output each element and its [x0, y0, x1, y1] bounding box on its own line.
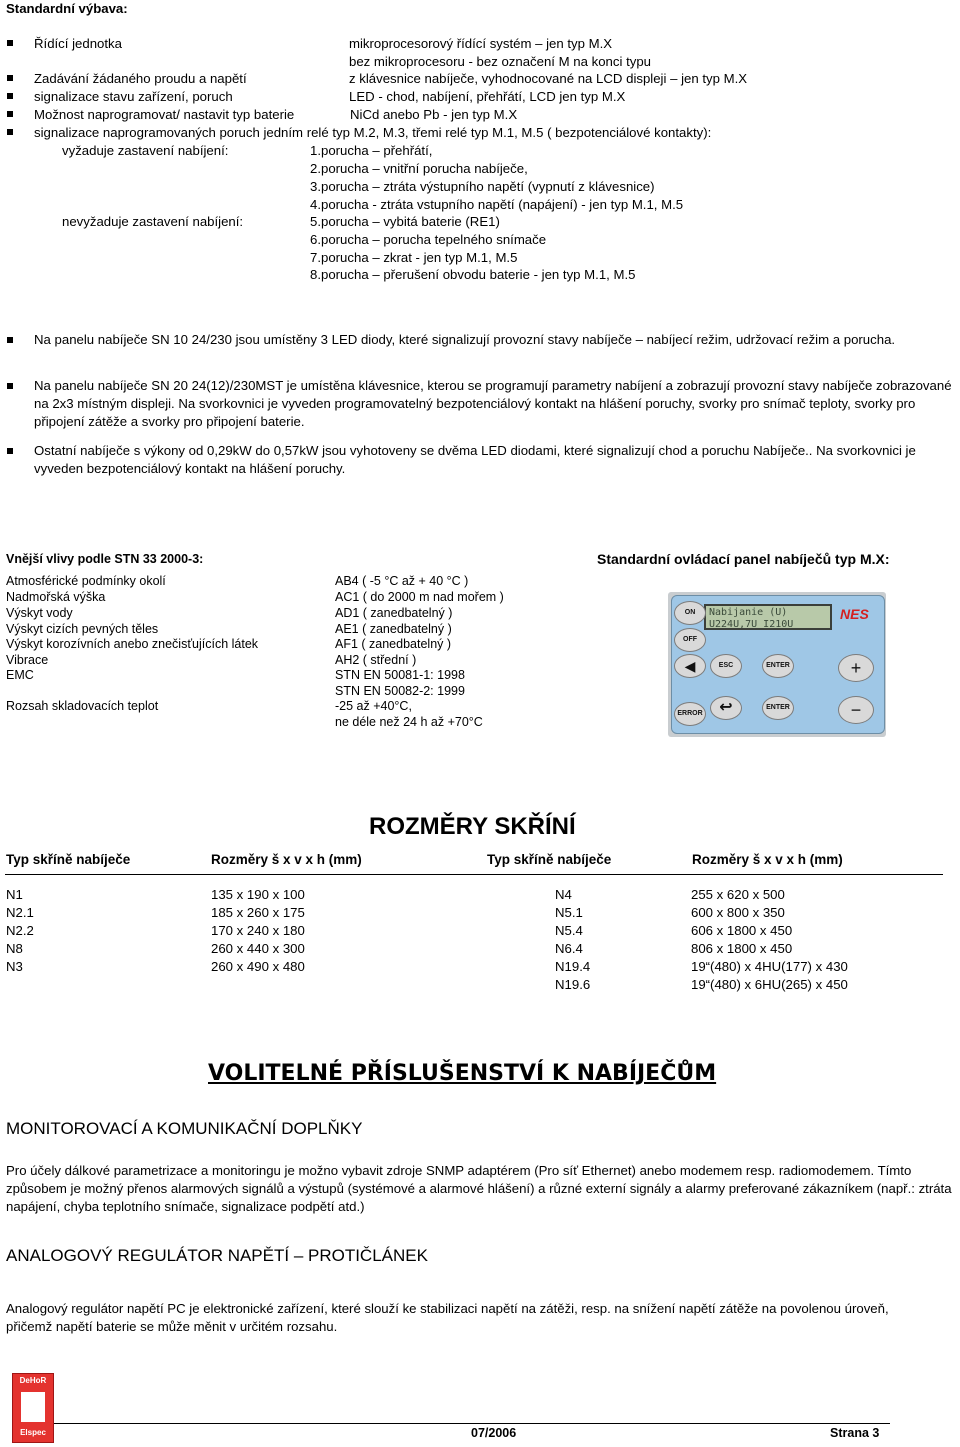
- external-value: -25 až +40°C,: [335, 699, 412, 713]
- dim-value: 185 x 260 x 175: [211, 905, 305, 920]
- on-button: ON: [674, 601, 706, 625]
- fault-item: 1.porucha – přehřátí,: [310, 143, 433, 158]
- dim-type: N2.1: [6, 905, 34, 920]
- logo-bottom-text: Elspec: [20, 1428, 46, 1437]
- control-panel-face: [671, 595, 885, 734]
- logo-top-text: DeHoR: [19, 1376, 47, 1385]
- external-value: AB4 ( -5 °C až + 40 °C ): [335, 574, 469, 588]
- row4-label: Možnost naprogramovat/ nastavit typ baterie: [34, 107, 295, 122]
- external-value: STN EN 50081-1: 1998: [335, 668, 465, 682]
- row2-value: z klávesnice nabíječe, vyhodnocované na LCD displeji – jen typ M.X: [349, 71, 748, 86]
- fault-item: 3.porucha – ztráta výstupního napětí (vypnutí z klávesnice): [310, 179, 655, 194]
- esc-button: ESC: [710, 654, 742, 678]
- dim-type: N2.2: [6, 923, 34, 938]
- lcd-display: [704, 604, 832, 630]
- dim-type: N6.4: [555, 941, 583, 956]
- paragraph-leds: Na panelu nabíječe SN 10 24/230 jsou umístěny 3 LED diody, které signalizují provozní stavy nabíječe – nabíjecí režim, udržovací režim a porucha.: [34, 332, 896, 347]
- footer-page: Strana 3: [830, 1426, 880, 1440]
- row3-label: signalizace stavu zařízení, poruch: [34, 89, 233, 104]
- dim-value: 260 x 490 x 480: [211, 959, 305, 974]
- off-button: OFF: [674, 628, 706, 652]
- enter-lower-button: ENTER: [762, 696, 794, 720]
- external-label: Vibrace: [6, 653, 49, 667]
- panel-heading: Standardní ovládací panel nabíječů typ M.X:: [597, 551, 890, 567]
- bullet-icon: [7, 383, 13, 389]
- external-label: Výskyt korozívních anebo znečisťujících látek: [6, 637, 259, 651]
- col-type-header: Typ skříně nabíječe: [6, 852, 131, 867]
- row5-text: signalizace naprogramovaných poruch jedním relé typ M.2, M.3, třemi relé typ M.1, M.5 ( bezpotenciálové kontakty):: [34, 125, 712, 140]
- dim-value: 600 x 800 x 350: [691, 905, 785, 920]
- dim-value: 255 x 620 x 500: [691, 887, 785, 902]
- fault-item: 6.porucha – porucha tepelného snímače: [310, 232, 547, 247]
- col-dims-header: Rozměry š x v x h (mm): [692, 852, 843, 867]
- dim-value: 260 x 440 x 300: [211, 941, 305, 956]
- accessories-title: VOLITELNÉ PŘÍSLUŠENSTVÍ K NABÍJEČŮM: [208, 1061, 717, 1086]
- bullet-icon: [7, 93, 13, 99]
- dim-type: N1: [6, 887, 23, 902]
- bullet-icon: [7, 337, 13, 343]
- bullet-icon: [7, 75, 13, 81]
- dimensions-title: ROZMĚRY SKŘÍNÍ: [369, 813, 576, 840]
- plus-button: +: [838, 654, 874, 682]
- paragraph-keyboard: Na panelu nabíječe SN 20 24(12)/230MST je umístěna klávesnice, kterou se programují parametry nabíjení a zobrazují provozní stavy nabíječe zobrazované na 2x3 místným displeji. Na svorkovnici je vyveden programovatelný bezpotenciálový kontakt na hlášení poruchy, svorky pro snímač teploty, svorky pro připojení zátěže a svorky pro připojení baterie.: [34, 378, 952, 429]
- fault-item: 7.porucha – zkrat - jen typ M.1, M.5: [310, 250, 518, 265]
- minus-button: −: [838, 696, 874, 724]
- dim-value: 19“(480) x 6HU(265) x 450: [691, 977, 848, 992]
- dim-type: N8: [6, 941, 23, 956]
- arrow-left-icon: ◀: [674, 654, 706, 678]
- dim-value: 806 x 1800 x 450: [691, 941, 793, 956]
- external-label: Výskyt vody: [6, 606, 73, 620]
- fault-item: 5.porucha – vybitá baterie (RE1): [310, 214, 500, 229]
- footer-divider: [54, 1423, 890, 1424]
- external-value: ne déle než 24 h až +70°C: [335, 715, 483, 729]
- company-logo: [12, 1373, 54, 1443]
- dim-value: 606 x 1800 x 450: [691, 923, 793, 938]
- external-value: STN EN 50082-2: 1999: [335, 684, 465, 698]
- col-dims-header: Rozměry š x v x h (mm): [211, 852, 362, 867]
- dim-type: N5.1: [555, 905, 583, 920]
- external-heading: Vnější vlivy podle STN 33 2000-3:: [6, 552, 204, 566]
- logo-mark-icon: [21, 1392, 45, 1422]
- standard-heading: Standardní výbava:: [6, 1, 128, 16]
- dim-type: N19.4: [555, 959, 591, 974]
- external-label: Rozsah skladovacích teplot: [6, 699, 159, 713]
- external-value: AF1 ( zanedbatelný ): [335, 637, 452, 651]
- fault-item: 2.porucha – vnitřní porucha nabíječe,: [310, 161, 528, 176]
- bullet-icon: [7, 129, 13, 135]
- row4-value: NiCd anebo Pb - jen typ M.X: [350, 107, 518, 122]
- external-label: Nadmořská výška: [6, 590, 106, 604]
- footer-date: 07/2006: [471, 1426, 517, 1440]
- dim-value: 170 x 240 x 180: [211, 923, 305, 938]
- table-divider: [5, 874, 943, 875]
- paragraph-other-chargers: Ostatní nabíječe s výkony od 0,29kW do 0,57kW jsou vyhotoveny se dvěma LED diodami, které signalizují chod a poruchu Nabíječe.. Na svorkovnici je vyveden bezpotenciálový kontakt na hlášení poruchy.: [34, 443, 916, 476]
- lcd-line-2: U224U,7U I210U: [709, 619, 794, 630]
- dim-type: N19.6: [555, 977, 591, 992]
- fault-item: 4.porucha - ztráta vstupního napětí (napájení) - jen typ M.1, M.5: [310, 197, 684, 212]
- enter-button: ENTER: [762, 654, 794, 678]
- bullet-icon: [7, 40, 13, 46]
- requires-stop-label: vyžaduje zastavení nabíjení:: [62, 143, 229, 158]
- bullet-icon: [7, 111, 13, 117]
- external-label: Atmosférické podmínky okolí: [6, 574, 166, 588]
- monitoring-text: Pro účely dálkové parametrizace a monitoringu je možno vybavit zdroje SNMP adaptérem (Pro síť Ethernet) anebo modemem resp. radiomodemem. Tímto způsobem je možný přenos alarmových signálů a výstupů (systémové a alarmové hlášení) a různé externí signály a alarmy preferované zákazníkem (např.: ztráta napájení, chyba teplotního snímače, signalizace podpětí atd.): [6, 1163, 952, 1214]
- row3-value: LED - chod, nabíjení, přehřátí, LCD jen typ M.X: [349, 89, 626, 104]
- row1-label: Řídící jednotka: [34, 36, 122, 51]
- monitoring-heading: MONITOROVACÍ A KOMUNIKAČNÍ DOPLŇKY: [6, 1119, 363, 1138]
- return-arrow-icon: ↩: [710, 696, 742, 720]
- regulator-heading: ANALOGOVÝ REGULÁTOR NAPĚTÍ – PROTIČLÁNEK: [6, 1246, 428, 1265]
- dim-type: N5.4: [555, 923, 583, 938]
- brand-logo: NES: [840, 606, 869, 622]
- col-type-header: Typ skříně nabíječe: [487, 852, 612, 867]
- dim-type: N4: [555, 887, 572, 902]
- control-panel-image: [668, 592, 886, 737]
- external-value: AC1 ( do 2000 m nad mořem ): [335, 590, 504, 604]
- dim-value: 135 x 190 x 100: [211, 887, 305, 902]
- lcd-line-1: Nabijanie (U): [709, 607, 788, 618]
- fault-item: 8.porucha – přerušení obvodu baterie - jen typ M.1, M.5: [310, 267, 636, 282]
- external-value: AE1 ( zanedbatelný ): [335, 622, 452, 636]
- external-label: EMC: [6, 668, 34, 682]
- external-value: AH2 ( střední ): [335, 653, 417, 667]
- row1-value-2: bez mikroprocesoru - bez označení M na konci typu: [349, 54, 651, 69]
- not-requires-stop-label: nevyžaduje zastavení nabíjení:: [62, 214, 244, 229]
- row1-value: mikroprocesorový řídící systém – jen typ M.X: [349, 36, 613, 51]
- row2-label: Zadávání žádaného proudu a napětí: [34, 71, 247, 86]
- bullet-icon: [7, 448, 13, 454]
- external-value: AD1 ( zanedbatelný ): [335, 606, 453, 620]
- regulator-text: Analogový regulátor napětí PC je elektronické zařízení, které slouží ke stabilizaci napětí na zátěži, resp. na snížení napětí zátěže na povolenou úroveň, přičemž napětí baterie se může měnit v určitém rozsahu.: [6, 1301, 889, 1334]
- external-label: Výskyt cizích pevných těles: [6, 622, 159, 636]
- dim-type: N3: [6, 959, 23, 974]
- dim-value: 19“(480) x 4HU(177) x 430: [691, 959, 848, 974]
- error-button: ERROR: [674, 702, 706, 726]
